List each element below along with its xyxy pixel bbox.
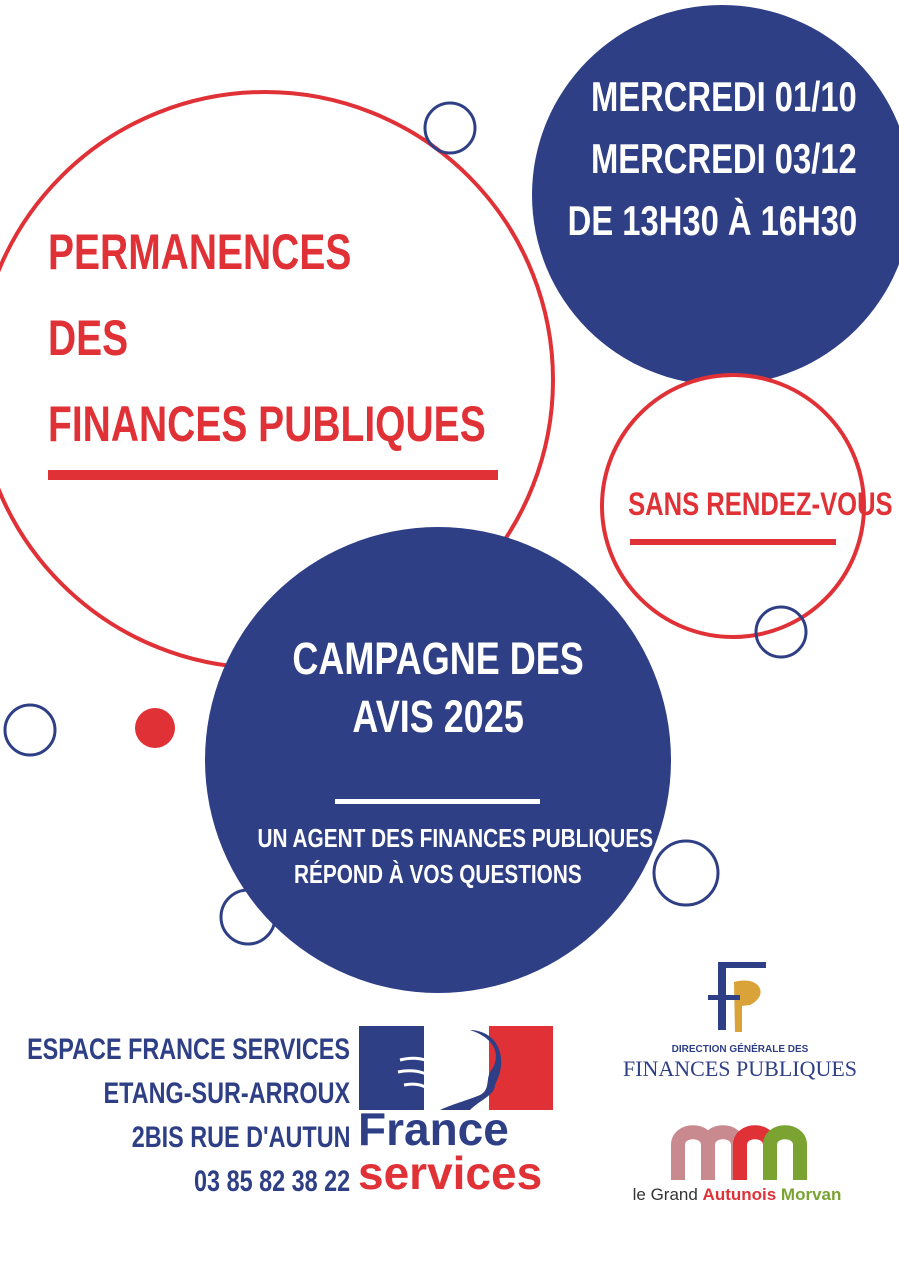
dgfip-line1: DIRECTION GÉNÉRALE DES <box>671 1044 809 1055</box>
title-line: FINANCES PUBLIQUES <box>48 396 486 452</box>
small-blue-ring <box>5 705 55 755</box>
campaign-underline <box>335 799 540 804</box>
marianne-flag-icon <box>359 1026 553 1110</box>
title-underline <box>48 470 498 480</box>
campaign-block <box>238 630 638 746</box>
time-line: DE 13H30 À 16H30 <box>567 197 857 244</box>
grand-autunois-logo-icon <box>678 1132 800 1180</box>
agent-block <box>208 820 668 892</box>
dgfip-logo-icon <box>708 962 766 1032</box>
agent-line: RÉPOND À VOS QUESTIONS <box>294 859 582 889</box>
address-line: ESPACE FRANCE SERVICES <box>27 1033 350 1066</box>
date-line: MERCREDI 01/10 <box>591 73 857 120</box>
campaign-line: CAMPAGNE DES <box>292 633 584 684</box>
no-appointment-text: SANS RENDEZ-VOUS <box>628 486 893 522</box>
grand-autunois-part1: le Grand <box>632 1185 703 1204</box>
small-blue-ring <box>425 103 475 153</box>
france-services-word1: France <box>358 1103 509 1155</box>
red-dot <box>135 708 175 748</box>
grand-autunois-text <box>612 1185 862 1205</box>
grand-autunois-part3: Morvan <box>776 1185 842 1204</box>
address-line: 2BIS RUE D'AUTUN <box>131 1121 350 1154</box>
address-block <box>0 1028 350 1204</box>
title-line: DES <box>48 310 129 366</box>
dates-block <box>486 66 857 252</box>
phone-number: 03 85 82 38 22 <box>193 1165 350 1198</box>
campaign-line: AVIS 2025 <box>352 691 524 742</box>
title-line: PERMANENCES <box>48 224 352 280</box>
no-appointment-underline <box>630 539 836 545</box>
date-line: MERCREDI 03/12 <box>591 135 857 182</box>
title <box>48 222 609 454</box>
no-appointment-label <box>595 486 893 523</box>
agent-line: UN AGENT DES FINANCES PUBLIQUES <box>257 823 654 853</box>
france-services-word2: services <box>358 1147 543 1199</box>
address-line: ETANG-SUR-ARROUX <box>103 1077 350 1110</box>
dgfip-line2: FINANCES PUBLIQUES <box>622 1056 858 1081</box>
grand-autunois-part2: Autunois <box>702 1185 777 1204</box>
